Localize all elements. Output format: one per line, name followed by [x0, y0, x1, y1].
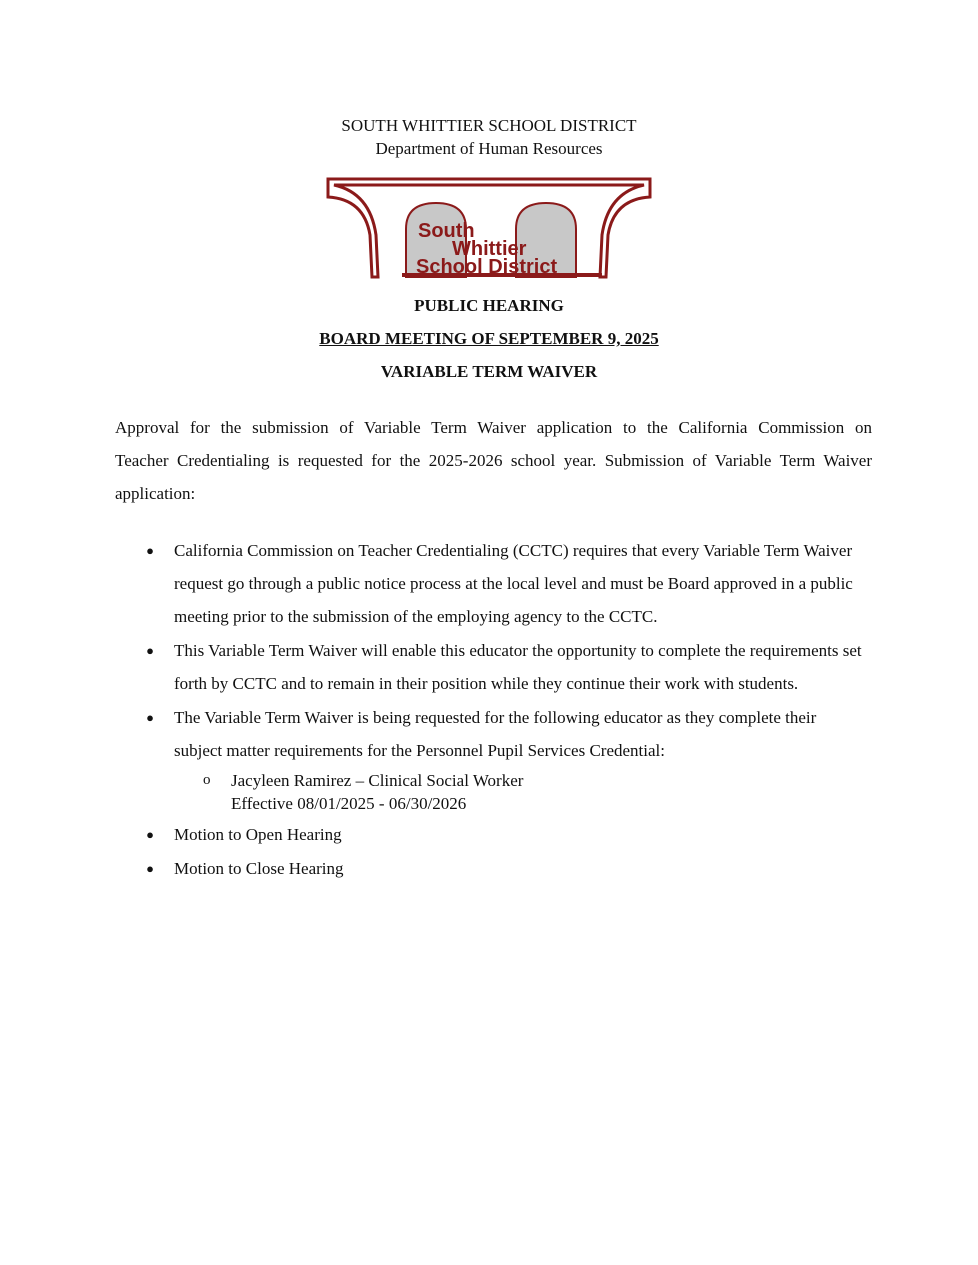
bullet-icon: ●	[146, 543, 154, 558]
district-logo	[326, 177, 652, 279]
sub-bullet-marker: o	[203, 772, 211, 788]
bullet-list	[145, 534, 865, 886]
bullet-text: California Commission on Teacher Credentialing (CCTC) requires that every Variable Term Waiver request go through a public notice process at the local level and must be Board approved in a public meeting prior to the submission of the employing agency to the CCTC.	[174, 541, 853, 626]
district-name: SOUTH WHITTIER SCHOOL DISTRICT	[341, 116, 637, 135]
list-item	[145, 534, 865, 633]
sub-list-item	[145, 769, 865, 815]
board-meeting-text: BOARD MEETING OF SEPTEMBER 9, 2025	[319, 329, 659, 348]
bullet-text: This Variable Term Waiver will enable this educator the opportunity to complete the requirements set forth by CCTC and to remain in their position while they continue their work with students.	[174, 641, 862, 693]
waiver-title: VARIABLE TERM WAIVER	[380, 362, 598, 381]
list-item	[145, 634, 865, 700]
logo-text-line1: South	[418, 220, 475, 242]
department-name: Department of Human Resources	[375, 139, 603, 158]
educator-name-line: Jacyleen Ramirez – Clinical Social Worker	[231, 771, 524, 790]
logo-text-line3: School District	[416, 256, 558, 278]
motion-close-text: Motion to Close Hearing	[174, 859, 344, 878]
intro-paragraph: Approval for the submission of Variable Term Waiver application to the California Commission on Teacher Credentialing is requested for the 2025-2026 school year. Submission of Variable Term Waiver application:	[115, 418, 872, 503]
bullet-icon: ●	[146, 710, 154, 725]
bullet-icon: ●	[146, 861, 154, 876]
list-item	[145, 701, 865, 767]
bullet-icon: ●	[146, 643, 154, 658]
list-item	[145, 818, 865, 851]
list-item	[145, 852, 865, 885]
board-meeting-title	[0, 329, 978, 349]
motion-open-text: Motion to Open Hearing	[174, 825, 342, 844]
public-hearing-title: PUBLIC HEARING	[414, 296, 564, 315]
bullet-text: The Variable Term Waiver is being requested for the following educator as they complete their subject matter requirements for the Personnel Pupil Services Credential:	[174, 708, 817, 760]
effective-dates-line: Effective 08/01/2025 - 06/30/2026	[231, 794, 467, 813]
logo-text-line2: Whittier	[452, 238, 527, 260]
bullet-icon: ●	[146, 827, 154, 842]
